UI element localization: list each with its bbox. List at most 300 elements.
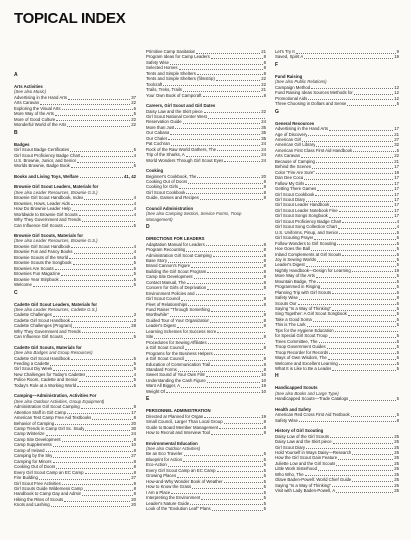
section-heading: General Resources (275, 120, 315, 126)
index-section (146, 49, 266, 98)
leader-dots (311, 246, 396, 251)
entry-title: a Girl Scout Council (146, 356, 184, 362)
entry-title: Troop Government Guides (275, 344, 326, 350)
entry-title: Reservation Guide (146, 119, 182, 125)
leader-dots (208, 114, 265, 119)
entry-title: Safety Wise (146, 59, 169, 65)
entry-title: Every Girl Scout Camp an EC Camp (14, 469, 84, 475)
index-column-1 (14, 70, 136, 508)
leader-dots (315, 192, 393, 197)
index-entry (146, 430, 266, 435)
leader-dots (339, 208, 394, 213)
leader-dots (197, 174, 260, 179)
leader-dots (171, 141, 260, 146)
entry-page: 8 (263, 241, 266, 247)
leader-dots (206, 242, 263, 247)
entry-page: 8 (263, 361, 266, 367)
entry-title: American Test Camp Free Aid Textbooks (14, 415, 92, 421)
leader-dots (194, 274, 263, 279)
entry-page: 24 (261, 141, 266, 147)
entry-title: Small Council, Larger Than Local Group (146, 419, 223, 425)
entry-title: Guide, Games and Recipes (146, 195, 199, 201)
entry-title: Girl Scout Badge Certificates (14, 147, 70, 153)
entry-title: Color "Fire Are Sure" (275, 169, 315, 175)
leader-dots (61, 271, 133, 276)
entry-page: 8 (263, 419, 266, 425)
leader-dots (185, 356, 263, 361)
entry-page: 5 (133, 271, 136, 277)
entry-title: Safety Wise (275, 295, 298, 301)
leader-dots (305, 472, 394, 477)
entry-page: 8 (263, 296, 266, 302)
entry-page: 8 (396, 417, 399, 423)
entry-page: 4 (133, 206, 136, 212)
entry-page: 5 (133, 377, 136, 383)
entry-title: U.S. Brownie, Junior, and Senior (14, 157, 77, 163)
leader-dots (204, 109, 261, 114)
index-entry (275, 101, 399, 106)
entry-page: 5 (396, 235, 399, 241)
entry-title: Inland Complements at Girl Scouts (275, 251, 342, 257)
leader-dots (179, 184, 263, 189)
entry-page: 25 (394, 450, 399, 455)
entry-page: 35 (261, 130, 266, 136)
entry-page: 5 (133, 260, 136, 266)
leader-dots (216, 76, 260, 81)
leader-dots (170, 60, 263, 65)
leader-dots (204, 414, 260, 419)
leader-dots (181, 383, 260, 388)
entry-title: Girl Scout Diary (275, 444, 306, 450)
entry-page: 27 (131, 453, 136, 459)
entry-title: I Am a Place (146, 489, 171, 495)
entry-title: Juliette Low and the Girl Scouts (275, 460, 336, 466)
leader-dots (188, 302, 262, 307)
entry-page: 8 (263, 367, 266, 373)
leader-dots (332, 290, 395, 295)
entry-title: Trails, Treks, Trails (146, 87, 182, 93)
page-number: 41, 42 (124, 173, 136, 179)
leader-dots (316, 159, 393, 164)
leader-dots (85, 470, 133, 475)
index-section (275, 49, 399, 60)
entry-title: Fire Building (14, 475, 38, 481)
entry-title: Weight Of (146, 388, 166, 394)
entry-title: Girl Scout Cookbook (146, 189, 186, 195)
entry-title: Olave Baden-Powell: World Chief Guide (275, 477, 352, 483)
entry-title: Girl Scouting Prayer (275, 235, 314, 241)
index-section (14, 345, 136, 389)
entry-page: 5 (396, 338, 399, 344)
entry-page: 5 (133, 282, 136, 288)
entry-page: 17 (394, 180, 399, 186)
entry-page: 5 (396, 256, 399, 262)
entry-title: Worlds Brownie, Badge Book (14, 163, 70, 169)
entry-page: 24 (261, 157, 266, 163)
leader-dots (296, 49, 396, 54)
leader-dots (212, 506, 263, 511)
entry-page: 8 (263, 274, 266, 280)
entry-page: 8 (263, 257, 266, 263)
leader-dots (67, 122, 130, 127)
entry-title: How-and-Why Wonder Book of Weather (146, 478, 223, 484)
entry-title: Daisy Law and the Skirt piece (275, 439, 332, 445)
leader-dots (352, 450, 393, 455)
leader-dots (302, 137, 393, 142)
entry-page: 5 (133, 147, 136, 153)
index-entry (275, 418, 399, 423)
leader-dots (40, 100, 130, 105)
leader-dots (306, 445, 393, 450)
index-entry (14, 122, 136, 127)
entry-title: Behavior of Camping (14, 420, 55, 426)
entry-title: Rock of the Raw World Gathers, The (146, 146, 217, 152)
entry-page: 30 (131, 426, 136, 432)
leader-dots (312, 164, 393, 169)
index-entry (275, 488, 399, 493)
entry-title: Attention Staff in Girl Camp (14, 409, 66, 415)
entry-title: Primitive Camp Sanitation (146, 49, 196, 54)
section-heading: Environmental Education (146, 440, 198, 446)
leader-dots (171, 490, 262, 495)
entry-page: 5 (133, 111, 136, 117)
entry-title: Procedures for Sewing Affiliates (146, 339, 207, 345)
leader-dots (53, 453, 130, 458)
leader-dots (351, 412, 396, 417)
entry-page: 8 (263, 430, 266, 436)
leader-dots (336, 488, 393, 493)
heading-text: Books and Living Toys, Welfare (14, 173, 79, 179)
leader-dots (336, 461, 393, 466)
entry-page: 19 (394, 267, 399, 273)
entry-title: Camping for Minors (14, 458, 52, 464)
section-letter: F (275, 61, 279, 68)
section-letter: B (14, 129, 18, 136)
index-entry (146, 158, 266, 163)
entry-title: Troop Recorder for Records (275, 349, 329, 355)
entry-title: Hiking the Rites of Scouts (14, 496, 64, 502)
entry-title: Brownie Fun and Fancy Books (14, 249, 73, 255)
entry-page: 17 (394, 202, 399, 208)
entry-page: 5 (396, 360, 399, 366)
entry-page: 5 (263, 451, 266, 457)
entry-title: Follow Wonders to Girl Scouting (275, 240, 337, 246)
leader-dots (201, 495, 262, 500)
entry-page: 5 (396, 101, 399, 107)
leader-dots (313, 317, 396, 322)
leader-dots (181, 296, 262, 301)
leader-dots (84, 195, 132, 200)
entry-page: 20 (131, 496, 136, 502)
entry-title: Can Influence Girl Scouts (14, 222, 63, 228)
entry-title: Girl Scout Council (146, 296, 181, 302)
entry-page: 8 (263, 424, 266, 430)
leader-dots (55, 421, 130, 426)
leader-dots (81, 153, 132, 158)
leader-dots (82, 329, 135, 334)
index-section (275, 74, 399, 107)
leader-dots (53, 312, 133, 317)
entry-page: 5 (396, 311, 399, 317)
entry-title: Girl Scout Proficiency Badge Chart (275, 218, 342, 224)
index-section (146, 236, 266, 394)
leader-dots (154, 334, 262, 339)
entry-page: 8 (263, 345, 266, 351)
entry-title: What It is Like to Be a Leader (275, 366, 332, 372)
entry-page: 21 (394, 131, 399, 137)
entry-page: 5 (263, 489, 266, 495)
section-note: (See also Public Relations) (275, 79, 327, 85)
leader-dots (217, 329, 265, 334)
entry-page: 25 (394, 482, 399, 488)
entry-title: How to Know the Grass (146, 484, 192, 490)
leader-dots (71, 244, 132, 249)
entry-title: Camping by the Sky (14, 453, 53, 459)
entry-title: Welcome (14, 282, 32, 288)
entry-title: Fund Raising Ideas Sources Methods for (275, 90, 353, 96)
entry-page: 21 (261, 49, 266, 54)
entry-title: Brand Cannon's Figure (146, 263, 191, 269)
index-entry (14, 223, 136, 228)
entry-page: 5 (396, 251, 399, 257)
leader-dots (46, 431, 131, 436)
leader-dots (46, 448, 133, 453)
entry-title: Who Who, The (275, 471, 304, 477)
entry-title: Cooking Out of Doors (14, 464, 56, 470)
leader-dots (85, 426, 130, 431)
entry-title: How the Girl Scout Gain Feature (275, 455, 338, 461)
entry-title: Brownie Scouts of the World (14, 254, 69, 260)
leader-dots (168, 258, 263, 263)
entry-title: Standard Forms (146, 367, 177, 373)
entry-title: American First Class First Aid Handbook (275, 147, 353, 153)
leader-dots (337, 241, 395, 246)
entry-title: Cadette Challenges (14, 312, 52, 318)
entry-page: 5 (396, 240, 399, 246)
entry-page: 5 (396, 262, 399, 268)
index-section (275, 121, 399, 372)
index-section (14, 233, 136, 288)
entry-title: Leader's Digest (146, 323, 176, 329)
leader-dots (64, 497, 130, 502)
entry-page: 3 (133, 317, 136, 323)
section-letter: H (275, 373, 279, 380)
entry-page: 37 (131, 94, 136, 100)
entry-title: World Wonders Through Girl Scout Eyes (146, 157, 224, 163)
index-entry (275, 54, 399, 59)
entry-title: Want All Bigger, A (146, 383, 180, 389)
index-entry (14, 163, 136, 168)
entry-title: Police Room, Cadette and Senior (14, 377, 78, 383)
entry-title: Fleet of Relationships (146, 301, 188, 307)
entry-page: 8 (263, 195, 266, 201)
entry-title: Cadette Challenges (Program) (14, 323, 73, 329)
entry-title: Brownies Fun Magazine (14, 271, 61, 277)
leader-dots (339, 361, 396, 366)
leader-dots (170, 312, 263, 317)
index-entry (275, 396, 399, 401)
entry-title: Girl Scout Diary (275, 196, 306, 202)
entry-title: Brownie Girl Scout Handbook (14, 243, 71, 249)
leader-dots (60, 277, 133, 282)
entry-page: 8 (263, 263, 266, 269)
entry-title: Beginner's Cookbook, The (146, 173, 197, 179)
entry-title: Handicapped Scouts—Trade Catalogs (275, 396, 349, 402)
leader-dots (307, 322, 396, 327)
section-note: (See also Leader Resources, Brownie G.S.) (14, 238, 98, 244)
entry-page: 5 (396, 396, 399, 402)
entry-page: 22 (131, 122, 136, 128)
entry-title: Visit with Lady Baden-Powell, A (275, 488, 336, 494)
entry-page: 27 (394, 136, 399, 142)
section-letter: C (14, 289, 18, 296)
entry-page: 9 (396, 49, 399, 54)
leader-dots (207, 378, 261, 383)
entry-page: 8 (263, 252, 266, 258)
entry-title: Blueprint for Action (146, 456, 183, 462)
leader-dots (192, 484, 262, 489)
entry-page: 17 (394, 196, 399, 202)
entry-title: Brownie Year Stirpbook (14, 276, 59, 282)
leader-dots (352, 268, 394, 273)
entry-page: 27 (131, 475, 136, 481)
entry-title: Our Chalet (146, 135, 167, 141)
section-heading: Health and Safety (275, 406, 312, 412)
entry-title: Girl Scout National Center West (146, 113, 207, 119)
leader-dots (304, 175, 393, 180)
entry-title: Saying "Is a Way of Thinking" (275, 482, 332, 488)
entry-page: 8 (133, 464, 136, 470)
entry-title: Growing Places (146, 473, 177, 479)
leader-dots (321, 284, 395, 289)
leader-dots (183, 119, 261, 124)
leader-dots (224, 419, 263, 424)
section-note: (See also Badges and Group Resources) (14, 350, 93, 356)
entry-page: 20 (131, 502, 136, 508)
entry-title: Base Story (146, 257, 168, 263)
entry-page: 19 (261, 413, 266, 419)
leader-dots (55, 111, 133, 116)
entry-page: 8 (263, 247, 266, 253)
entry-page: 12 (394, 95, 399, 101)
leader-dots (72, 206, 133, 211)
leader-dots (64, 223, 133, 228)
entry-title: U.S. Uniforms, Pinup, and Senior (275, 229, 339, 235)
leader-dots (71, 356, 133, 361)
leader-dots (186, 247, 262, 252)
leader-dots (84, 486, 133, 491)
leader-dots (187, 280, 263, 285)
entry-title: Girl Scout Song Collection Chart (275, 224, 337, 230)
leader-dots (55, 266, 133, 271)
leader-dots (92, 415, 132, 420)
entry-page: 21 (261, 87, 266, 93)
leader-dots (53, 366, 132, 371)
entry-page: 5 (396, 273, 399, 279)
leader-dots (70, 147, 132, 152)
entry-page: 5 (396, 278, 399, 284)
leader-dots (211, 307, 265, 312)
entry-title: Girl Scout Free Activities (14, 480, 61, 486)
leader-dots (304, 54, 393, 59)
index-entry (146, 195, 266, 200)
entry-page: 5 (396, 355, 399, 361)
leader-dots (73, 323, 130, 328)
entry-title: Planning Trip with Girl Scouts (275, 289, 332, 295)
index-entry (14, 502, 136, 507)
leader-dots (306, 197, 393, 202)
entry-title: Feeding a Cadette (14, 361, 50, 367)
entry-title: More than Just (146, 124, 175, 130)
index-section (14, 174, 136, 179)
entry-title: New Challenges for Today's Cadettes (14, 371, 86, 377)
entry-page: 17 (394, 175, 399, 181)
entry-page: 5 (263, 456, 266, 462)
leader-dots (316, 273, 396, 278)
entry-title: Trip of the Sharks, A (146, 152, 185, 158)
entry-page: 5 (396, 349, 399, 355)
entry-page: 5 (133, 334, 136, 340)
section-note: (See also Camping Section, Service Forms, Troop Management) (146, 211, 242, 222)
entry-title: Exploring the Visual Arts (14, 105, 61, 111)
entry-page: 8 (263, 54, 266, 60)
leader-dots (224, 158, 260, 163)
leader-dots (338, 224, 396, 229)
entry-title: Three Choosing in Dollars and Sense (275, 101, 347, 107)
entry-title: Every Girl Scout Camp an EC Camp (146, 467, 216, 473)
leader-dots (191, 263, 263, 268)
leader-dots (71, 318, 133, 323)
entry-page: 8 (263, 59, 266, 65)
entry-page: 8 (263, 178, 266, 184)
index-section (14, 184, 136, 228)
leader-dots (68, 95, 130, 100)
index-entry (146, 389, 266, 394)
leader-dots (166, 389, 260, 394)
entry-page: 35 (261, 135, 266, 141)
entry-page: 5 (396, 316, 399, 322)
leader-dots (188, 179, 262, 184)
entry-page: 25 (394, 455, 399, 461)
entry-title: Little Work Sisterhood (275, 466, 317, 472)
entry-page: 10 (261, 377, 266, 383)
entry-page: 25 (394, 488, 399, 494)
leader-dots (214, 351, 265, 356)
entry-page: 35 (261, 124, 266, 130)
page-title: TOPICAL INDEX (14, 10, 126, 27)
leader-dots (50, 361, 132, 366)
entry-page: 4 (133, 152, 136, 158)
entry-page: 17 (394, 126, 399, 132)
entry-page: 5 (396, 246, 399, 252)
entry-page: 4 (133, 211, 136, 217)
entry-title: Programmed in Ringing (275, 284, 321, 290)
leader-dots (190, 501, 263, 506)
entry-page: 5 (396, 284, 399, 290)
entry-title: a Girl Scout Council (146, 345, 184, 351)
entry-title: Tents and Simple Shelters (filmstrip) (146, 76, 215, 82)
entry-title: Take a Good Soma (275, 316, 312, 322)
entry-title: Saying "Is a Way of Thinking" (275, 306, 332, 312)
entry-page: 25 (394, 460, 399, 466)
entry-page: 5 (133, 265, 136, 271)
entry-page: 5 (396, 289, 399, 295)
leader-dots (217, 468, 263, 473)
entry-title: Wonderful World of the Arts (14, 122, 67, 128)
entry-title: Site (146, 334, 154, 340)
entry-page: 8 (263, 334, 266, 340)
entry-title: Guided Tour of Your Organization (146, 317, 210, 323)
